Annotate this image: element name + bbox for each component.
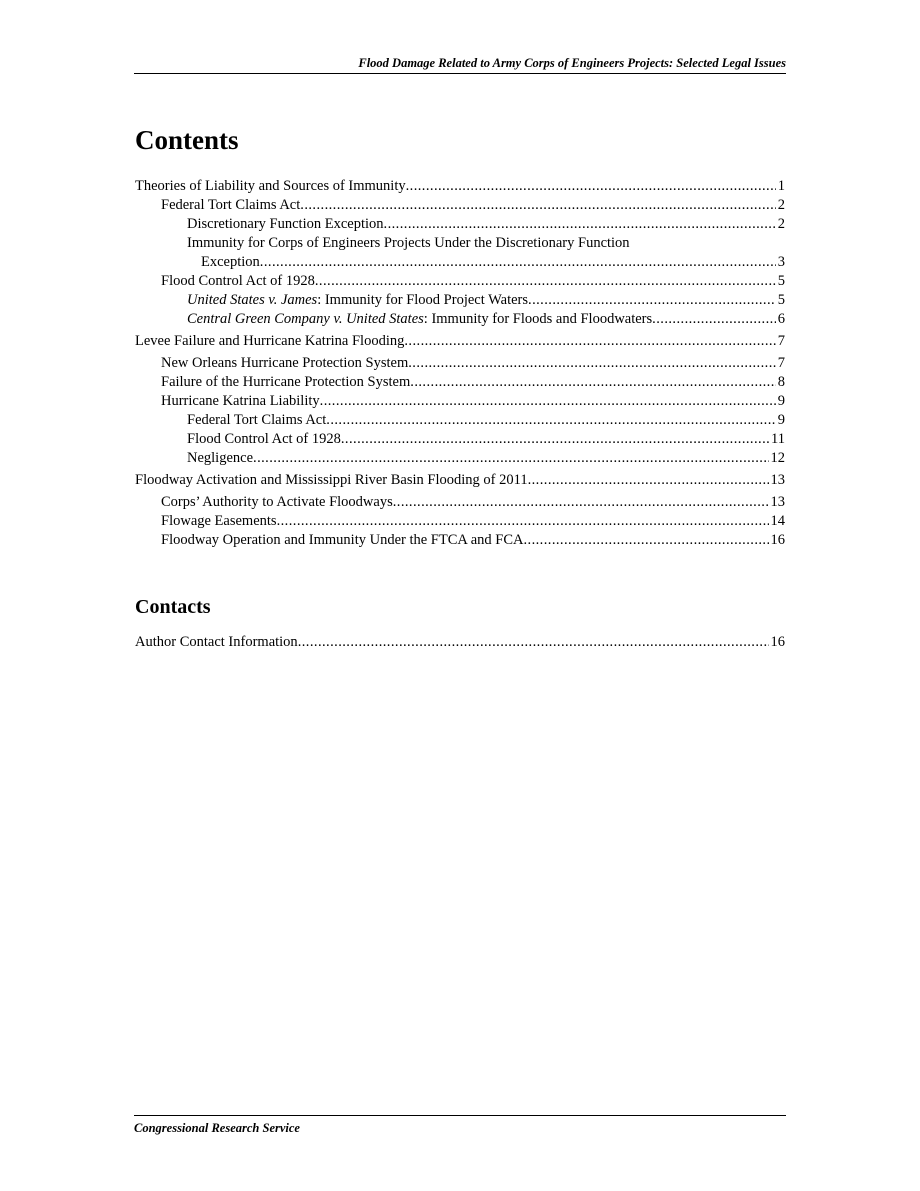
toc-entry-title-rest: : Immunity for Flood Project Waters [317, 292, 529, 308]
running-footer [134, 1115, 786, 1136]
toc-entry-katrina-ftca[interactable] [135, 411, 785, 430]
toc-entry-title: Floodway Operation and Immunity Under the FTCA and FCA . . . [161, 532, 523, 548]
toc-entry-united-states-v-james[interactable] [135, 291, 785, 310]
toc-entry-title: Author Contact Information . . . [135, 634, 298, 650]
contacts-list [135, 633, 785, 652]
toc-entry-page: 2 [777, 197, 785, 213]
toc-entry-discretionary-function-exception[interactable] [135, 215, 785, 234]
toc-entry-page: 7 [777, 333, 785, 349]
toc-entry-page: 9 [777, 393, 785, 409]
running-header-title: Flood Damage Related to Army Corps of Engineers Projects: Selected Legal Issues [358, 56, 786, 70]
toc-entry-levee-failure[interactable] [135, 332, 785, 351]
case-name: Central Green Company v. United States [187, 311, 424, 327]
table-of-contents [135, 177, 785, 550]
toc-entry-author-contact[interactable] [135, 633, 785, 652]
toc-entry-page: 13 [770, 494, 785, 510]
toc-entry-immunity-corps-projects[interactable] [135, 234, 785, 253]
toc-entry-page: 16 [770, 532, 785, 548]
toc-entry-federal-tort-claims-act[interactable] [135, 196, 785, 215]
toc-entry-title: Flowage Easements . . . [161, 513, 277, 529]
contents-heading: Contents [135, 125, 239, 155]
toc-entry-page: 7 [777, 355, 785, 371]
toc-entry-title: Flood Control Act of 1928 . . . [161, 273, 315, 289]
toc-entry-title: Negligence . . . [187, 450, 253, 466]
toc-entry-title: Levee Failure and Hurricane Katrina Flooding . . . [135, 333, 404, 349]
toc-entry-page: 16 [770, 634, 785, 650]
toc-entry-title: Theories of Liability and Sources of Immunity . . . [135, 178, 406, 194]
toc-entry-page: 8 [777, 374, 785, 390]
toc-entry-page: 9 [777, 412, 785, 428]
toc-entry-title [187, 311, 652, 327]
toc-entry-title: New Orleans Hurricane Protection System . . . [161, 355, 408, 371]
toc-entry-katrina-fca-1928[interactable] [135, 430, 785, 449]
toc-entry-flood-control-act-1928[interactable] [135, 272, 785, 291]
running-header [134, 55, 786, 74]
contacts-heading: Contacts [135, 596, 211, 618]
toc-entry-corps-authority[interactable] [135, 493, 785, 512]
toc-entry-title: Flood Control Act of 1928 . . . [187, 431, 341, 447]
case-name: United States v. James [187, 292, 318, 308]
toc-entry-title: Hurricane Katrina Liability . . . [161, 393, 320, 409]
toc-entry-new-orleans-hps[interactable] [135, 354, 785, 373]
toc-entry-theories-of-liability[interactable] [135, 177, 785, 196]
toc-entry-title: Failure of the Hurricane Protection System . . . [161, 374, 410, 390]
toc-entry-page: 6 [777, 311, 785, 327]
toc-entry-page: 3 [777, 254, 785, 270]
toc-entry-flowage-easements[interactable] [135, 512, 785, 531]
toc-entry-title: Floodway Activation and Mississippi River Basin Flooding of 2011 . . . [135, 472, 528, 488]
toc-entry-title: Corps’ Authority to Activate Floodways . . . [161, 494, 393, 510]
toc-entry-page: 5 [777, 292, 785, 308]
toc-entry-page: 2 [777, 216, 785, 232]
toc-entry-title: Immunity for Corps of Engineers Projects Under the Discretionary Function [187, 235, 630, 251]
toc-entry-page: 12 [770, 450, 785, 466]
toc-entry-floodway-activation[interactable] [135, 471, 785, 490]
toc-entry-title: Discretionary Function Exception . . . [187, 216, 384, 232]
toc-entry-title: Federal Tort Claims Act . . . [161, 197, 300, 213]
toc-entry-title: Federal Tort Claims Act . . . [187, 412, 326, 428]
toc-entry-page: 14 [770, 513, 785, 529]
toc-entry-katrina-liability[interactable] [135, 392, 785, 411]
toc-entry-failure-hps[interactable] [135, 373, 785, 392]
toc-entry-title-continued: Exception . . . [201, 254, 260, 270]
toc-entry-central-green-company[interactable] [135, 310, 785, 329]
toc-entry-title [187, 292, 528, 308]
toc-entry-page: 1 [777, 178, 785, 194]
footer-text: Congressional Research Service [134, 1121, 300, 1135]
toc-entry-page: 11 [771, 431, 785, 447]
toc-entry-page: 5 [777, 273, 785, 289]
toc-entry-floodway-operation[interactable] [135, 531, 785, 550]
toc-entry-negligence[interactable] [135, 449, 785, 468]
toc-entry-immunity-corps-projects-continued[interactable] [135, 253, 785, 272]
toc-entry-title-rest: : Immunity for Floods and Floodwaters [423, 311, 653, 327]
toc-entry-page: 13 [770, 472, 785, 488]
